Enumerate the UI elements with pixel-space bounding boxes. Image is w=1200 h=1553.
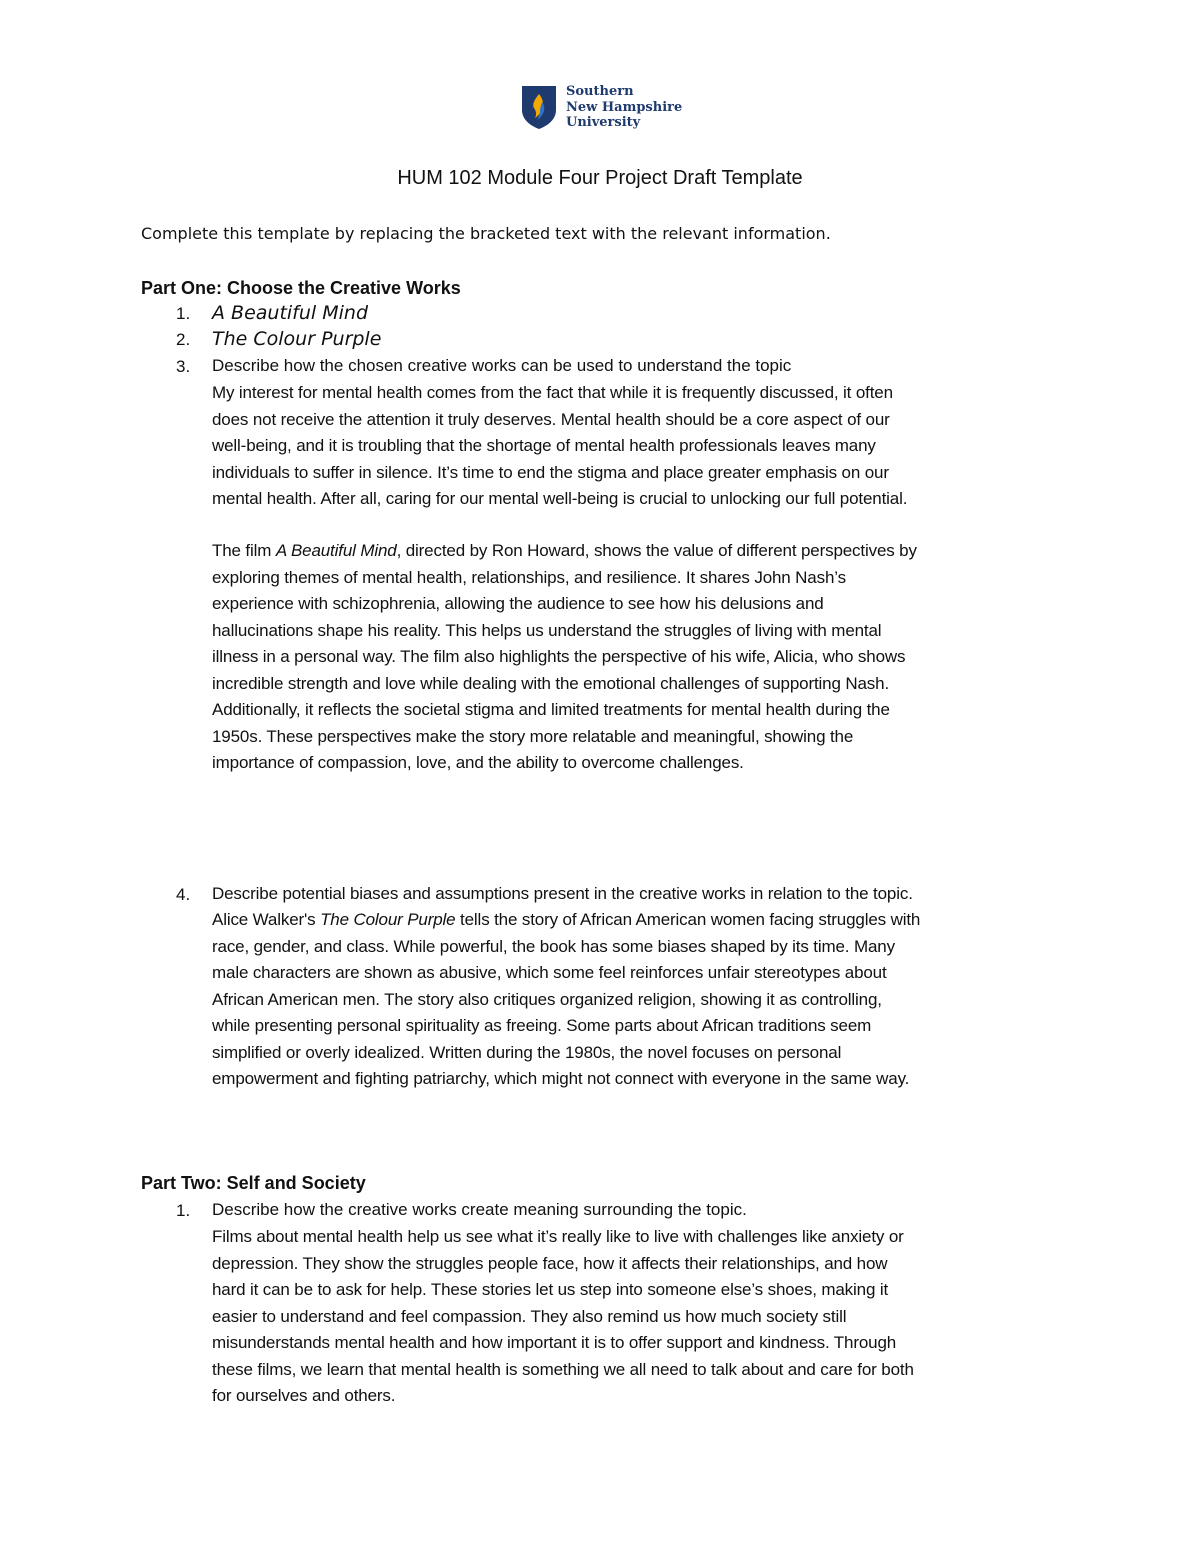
paragraph-line: simplified or overly idealized. Written during the 1980s, the novel focuses on personal <box>212 1042 842 1062</box>
logo-line-2: New Hampshire <box>566 99 683 115</box>
paragraph-line: race, gender, and class. While powerful, the book has some biases shaped by its time. Many <box>212 936 895 956</box>
paragraph-line: My interest for mental health comes from the fact that while it is frequently discussed, it often <box>212 383 893 402</box>
paragraph-line: empowerment and fighting patriarchy, which might not connect with everyone in the same way. <box>212 1069 910 1088</box>
text-run: The film <box>212 541 276 560</box>
text-run: tells the story of African American women facing struggles with <box>455 910 921 929</box>
paragraph-line <box>212 538 1072 565</box>
paragraph-line: while presenting personal spirituality as freeing. Some parts about African traditions seem <box>212 1016 872 1035</box>
item-4-paragraph <box>212 907 1072 1093</box>
paragraph-line: for ourselves and others. <box>212 1386 396 1405</box>
paragraph-line: hard it can be to ask for help. These stories let us step into someone else’s shoes, making it <box>212 1280 889 1299</box>
text-run: , directed by Ron Howard, shows the value of different perspectives by <box>396 541 917 560</box>
logo-wordmark <box>566 84 682 131</box>
creative-work-1: A Beautiful Mind <box>212 302 368 324</box>
item-3-paragraph-2 <box>212 538 1072 777</box>
paragraph-line: does not receive the attention it truly deserves. Mental health should be a core aspect of our <box>212 409 890 429</box>
paragraph-line: misunderstands mental health and how important it is to offer support and kindness. Through <box>212 1333 897 1352</box>
paragraph-line: experience with schizophrenia, allowing the audience to see how his delusions and <box>212 594 824 613</box>
item-number: 4. <box>176 885 191 904</box>
item-4-prompt: Describe potential biases and assumptions present in the creative works in relation to the topic. <box>212 884 913 903</box>
creative-work-2: The Colour Purple <box>212 328 382 350</box>
paragraph-line: hallucinations shape his reality. This helps us understand the struggles of living with mental <box>212 620 882 640</box>
part-two-heading: Part Two: Self and Society <box>141 1173 366 1193</box>
paragraph-line: Additionally, it reflects the societal stigma and limited treatments for mental health during the <box>212 700 890 719</box>
paragraph-line: incredible strength and love while dealing with the emotional challenges of supporting Nash. <box>212 673 890 693</box>
paragraph-line: Films about mental health help us see what it’s really like to live with challenges like anxiety or <box>212 1227 904 1246</box>
paragraph-line: importance of compassion, love, and the ability to overcome challenges. <box>212 753 744 772</box>
paragraph-line: these films, we learn that mental health is something we all need to talk about and care for both <box>212 1359 914 1379</box>
item-number: 1. <box>176 304 191 323</box>
university-logo <box>520 84 682 131</box>
paragraph-line: 1950s. These perspectives make the story more relatable and meaningful, showing the <box>212 726 854 746</box>
paragraph-line: individuals to suffer in silence. It’s time to end the stigma and place greater emphasis on our <box>212 462 889 482</box>
instructions-text: Complete this template by replacing the bracketed text with the relevant information. <box>141 224 831 243</box>
paragraph-line: easier to understand and feel compassion. They also remind us how much society still <box>212 1306 847 1326</box>
part-two-item-1-prompt: Describe how the creative works create meaning surrounding the topic. <box>212 1200 747 1219</box>
flame-shield-icon <box>520 84 558 130</box>
item-3-paragraph-1 <box>212 380 1072 513</box>
paragraph-line: male characters are shown as abusive, which some feel reinforces unfair stereotypes about <box>212 963 887 982</box>
paragraph-line: mental health. After all, caring for our mental well-being is crucial to unlocking our full potential. <box>212 489 908 508</box>
book-title: The Colour Purple <box>320 910 456 929</box>
item-number: 2. <box>176 330 191 349</box>
part-one-heading: Part One: Choose the Creative Works <box>141 278 461 298</box>
paragraph-line: depression. They show the struggles people face, how it affects their relationships, and how <box>212 1253 888 1273</box>
logo-line-3: University <box>566 115 641 130</box>
part-two-item-1-paragraph <box>212 1224 1072 1410</box>
paragraph-line: exploring themes of mental health, relationships, and resilience. It shares John Nash’s <box>212 567 846 587</box>
logo-line-1: Southern <box>566 84 634 99</box>
film-title: A Beautiful Mind <box>275 541 397 560</box>
paragraph-line <box>212 907 1072 934</box>
text-run: Alice Walker's <box>212 910 321 929</box>
item-3-prompt: Describe how the chosen creative works can be used to understand the topic <box>212 356 792 375</box>
item-number: 3. <box>176 357 191 376</box>
item-number: 1. <box>176 1201 191 1220</box>
page-title: HUM 102 Module Four Project Draft Template <box>397 167 803 189</box>
paragraph-line: African American men. The story also critiques organized religion, showing it as controlling, <box>212 989 882 1009</box>
paragraph-line: well-being, and it is troubling that the shortage of mental health professionals leaves many <box>212 436 876 455</box>
paragraph-line: illness in a personal way. The film also highlights the perspective of his wife, Alicia, who shows <box>212 647 906 666</box>
